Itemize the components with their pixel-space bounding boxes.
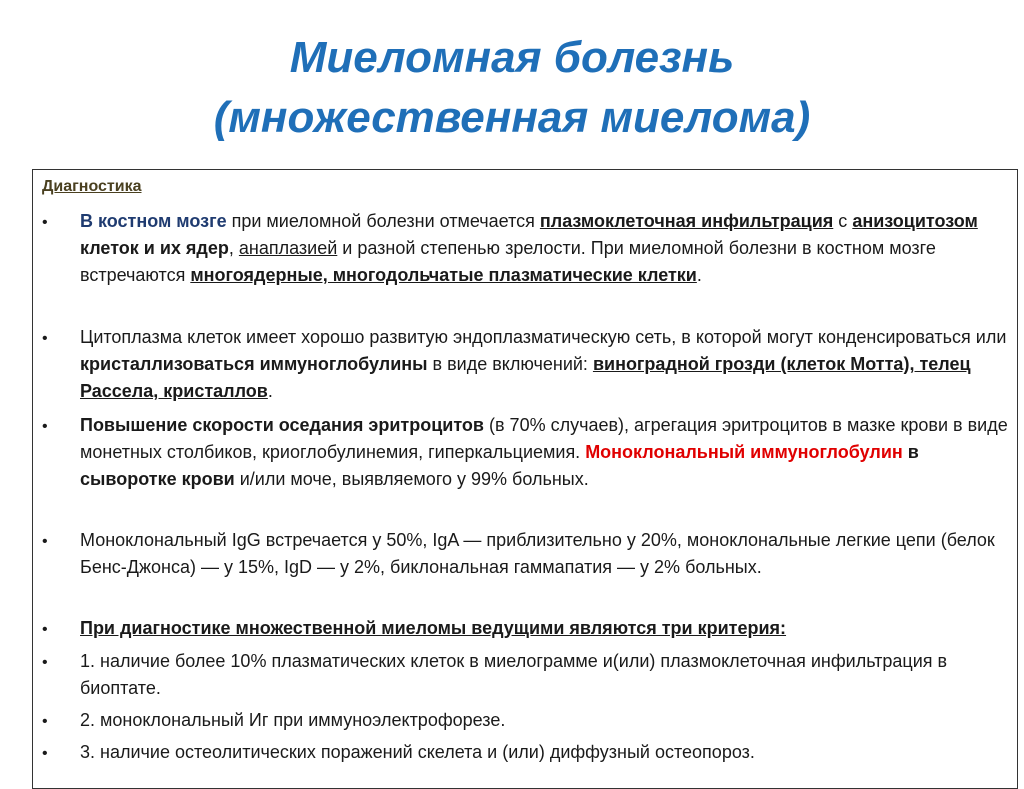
bullet-marker: • <box>42 713 48 730</box>
list-item: 1. наличие более 10% плазматических клеток в миелограмме и(или) плазмоклеточная инфильтрация в биоптате. <box>80 651 948 698</box>
bullet-marker: • <box>42 654 48 671</box>
title-line-1: Миеломная болезнь <box>289 33 735 82</box>
slide-title <box>0 28 1024 148</box>
list-item: Повышение скорости оседания эритроцитов (в 70% случаев), агрегация эритроцитов в мазке крови в виде монетных столбиков, криоглобулинемия, гиперкальциемия. Моноклональный иммуноглобулин в сыворотке крови и/или моче, выявляемого у 99% больных. <box>80 415 1008 489</box>
list-item: 3. наличие остеолитических поражений скелета и (или) диффузный остеопороз. <box>80 742 755 762</box>
bullet-marker: • <box>42 214 48 231</box>
bullet-marker: • <box>42 745 48 762</box>
list-item: 2. моноклональный Иг при иммуноэлектрофорезе. <box>80 710 506 730</box>
list-item: В костном мозге при миеломной болезни отмечается плазмоклеточная инфильтрация с анизоцитозом клеток и их ядер, анаплазией и разной степенью зрелости. При миеломной болезни в костном мозге встречаются многоядерные, многодольчатые плазматические клетки. <box>80 211 978 285</box>
bullet-marker: • <box>42 330 48 347</box>
title-line-2: (множественная миелома) <box>213 93 811 142</box>
section-heading: Диагностика <box>42 178 142 195</box>
list-item: Моноклональный IgG встречается у 50%, IgA — приблизительно у 20%, моноклональные легкие цепи (белок Бенс-Джонса) — у 15%, IgD — у 2%, биклональная гаммапатия — у 2% больных. <box>80 530 995 577</box>
bullet-marker: • <box>42 418 48 435</box>
list-item: Цитоплазма клеток имеет хорошо развитую эндоплазматическую сеть, в которой могут конденсироваться или кристаллизоваться иммуноглобулины в виде включений: виноградной грозди (клеток Мотта), телец Рассела, кристаллов. <box>80 327 1007 401</box>
bullet-marker: • <box>42 621 48 638</box>
list-item: При диагностике множественной миеломы ведущими являются три критерия: <box>80 618 787 638</box>
bullet-marker: • <box>42 533 48 550</box>
